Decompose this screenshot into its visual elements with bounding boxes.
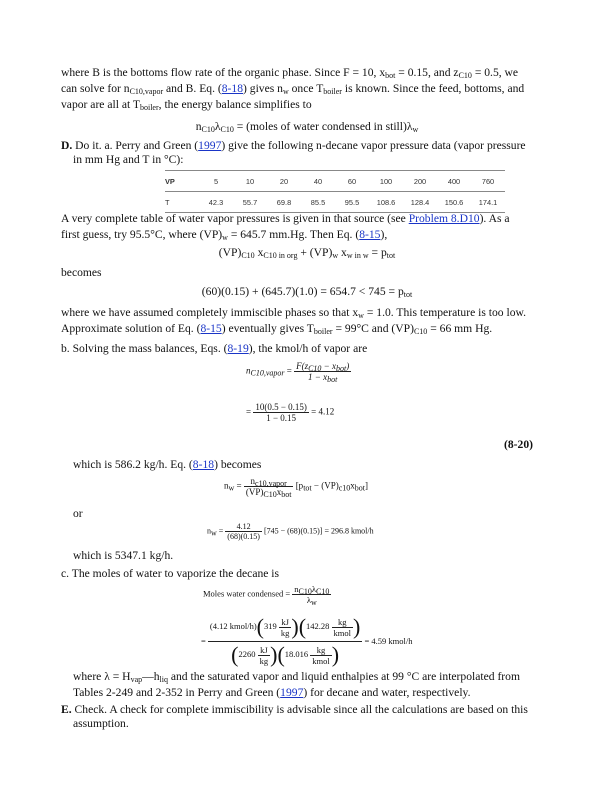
table-cell: 85.5 bbox=[301, 192, 335, 213]
text-line: which is 586.2 kg/h. Eq. (8-18) becomes bbox=[73, 458, 262, 471]
table-cell: 128.4 bbox=[403, 192, 437, 213]
link-problem-8-d10[interactable]: Problem 8.D10 bbox=[408, 212, 480, 225]
table-cell: 174.1 bbox=[471, 192, 505, 213]
text-line: vapor are all at $T_{boiler}$, the energy balance simplifies to bbox=[61, 98, 312, 112]
equation-number: (8-20) bbox=[504, 438, 533, 451]
vapor-pressure-table bbox=[165, 170, 505, 213]
vapor-flow-equation: $n_{C10,vapor}$ = $\frac{F(z_{C10} - x_{bot})}{1 - x_{bot}}$ bbox=[246, 361, 350, 384]
table-cell: 400 bbox=[437, 171, 471, 192]
table-cell: 60 bbox=[335, 171, 369, 192]
energy-balance-equation: $n_{C10}\lambda_{C10}$ = (moles of water condensed in $still)\lambda_w$ bbox=[195, 120, 419, 134]
table-row bbox=[165, 192, 505, 213]
table-cell: 100 bbox=[369, 171, 403, 192]
text-line: becomes bbox=[61, 266, 102, 279]
table-cell: 108.6 bbox=[369, 192, 403, 213]
table-cell: 42.3 bbox=[199, 192, 233, 213]
table-cell: 5 bbox=[199, 171, 233, 192]
link-eq-8-18[interactable]: 8-18 bbox=[192, 458, 215, 471]
link-eq-8-19[interactable]: 8-19 bbox=[227, 342, 249, 355]
table-cell: 69.8 bbox=[267, 192, 301, 213]
text-line: which is 5347.1 kg/h. bbox=[73, 549, 174, 562]
link-ref-1997[interactable]: 1997 bbox=[280, 686, 304, 699]
table-cell: VP bbox=[165, 171, 199, 192]
table-cell: 200 bbox=[403, 171, 437, 192]
table-row bbox=[165, 171, 505, 192]
water-flow-result: $n_w$ = $\frac{4.12}{(68)(0.15)}$ [745 − (68)(0.15)] = 296.8 kmol/h bbox=[207, 522, 374, 541]
vapor-flow-result: = $\frac{10(0.5 - 0.15)}{1 - 0.15}$ = 4.12 bbox=[246, 402, 335, 423]
text-line: b. Solving the mass balances, Eqs. (8-19), the kmol/h of vapor are bbox=[61, 342, 368, 355]
water-flow-equation: $n_w$ = $\frac{n_{c10,vapor}}{(VP)_{C10}x_{bot}}$ $[p_{tot} - (VP)_{c10}x_{bot}]$ bbox=[224, 476, 369, 499]
text-line: where we have assumed completely immiscible phases so that $x_w = 1.0$. This temperature is too low. bbox=[61, 306, 527, 320]
table-cell: T bbox=[165, 192, 199, 213]
water-condensed-calc: = (4.12 kmol/h)(319 $\frac{kJ}{kg}$ )(142.28 $\frac{kg}{\text{kmol}}$ ) (2260 $\frac{kJ}{kg}$ )(18.016 $\frac{kg}{\text{kmol}}$ ) = 4.59 kmol/h bbox=[201, 614, 413, 667]
table-cell: 95.5 bbox=[335, 192, 369, 213]
text-line: in mm Hg and T in °C): bbox=[73, 153, 184, 166]
table-cell: 10 bbox=[233, 171, 267, 192]
water-condensed-equation: Moles water condensed = $\frac{n_{C10}\lambda_{C10}}{\lambda_w}$ bbox=[203, 584, 330, 607]
link-eq-8-18[interactable]: 8-18 bbox=[221, 82, 244, 95]
text-line: or bbox=[73, 507, 83, 520]
table-cell: 40 bbox=[301, 171, 335, 192]
text-line: where B is the bottoms flow rate of the organic phase. Since F = 10, $x_{bot} = 0.15$, and $z_{C10} = 0.5$, we bbox=[61, 66, 519, 80]
text-line: assumption. bbox=[73, 717, 129, 730]
table-cell: 55.7 bbox=[233, 192, 267, 213]
table-cell: 20 bbox=[267, 171, 301, 192]
text-line: can solve for $n_{C10,vapor}$ and B. Eq. (8-18) gives $n_w$ once $T_{boiler}$ is known. Since the feed, bottoms, and bbox=[61, 82, 525, 96]
section-d: D. Do it. a. Perry and Green (1997) give the following n-decane vapor pressure data (vapor pressure bbox=[61, 139, 526, 152]
table-cell: 150.6 bbox=[437, 192, 471, 213]
text-line: first guess, try 95.5°C, where $(VP)_w = 645.7$ mm.Hg. Then Eq. (8-15), bbox=[61, 228, 388, 242]
link-eq-8-15[interactable]: 8-15 bbox=[200, 322, 222, 335]
text-line: where $\lambda = H_{vap}—h_{liq}$ and the saturated vapor and liquid enthalpies at 99 °C are interpolated from bbox=[73, 670, 520, 684]
link-ref-1997[interactable]: 1997 bbox=[198, 139, 222, 152]
section-e: E. Check. A check for complete immiscibility is advisable since all the calculations are based on this bbox=[61, 703, 528, 716]
text-line: Approximate solution of Eq. (8-15) eventually gives $T_{boiler} = 99^\circ C$ and $(VP)_{C10} = 66$ mm Hg. bbox=[61, 322, 493, 336]
text-line: A very complete table of water vapor pressures is given in that source (see Problem 8.D10). As a bbox=[61, 212, 510, 225]
link-eq-8-15[interactable]: 8-15 bbox=[359, 228, 381, 241]
vapor-pressure-equation: $(VP)_{C10}$ $x_{C10 in org} + (VP)_w$ $x_{w in w} = p_{tot}$ bbox=[218, 246, 396, 260]
table-cell: 760 bbox=[471, 171, 505, 192]
text-line: c. The moles of water to vaporize the decane is bbox=[61, 567, 280, 580]
text-line: Tables 2-249 and 2-352 in Perry and Green (1997) for decane and water, respectively. bbox=[73, 686, 471, 699]
numeric-equation: $(60)(0.15) + (645.7)(1.0) = 654.7 < 745 = p_{tot}$ bbox=[201, 285, 413, 299]
